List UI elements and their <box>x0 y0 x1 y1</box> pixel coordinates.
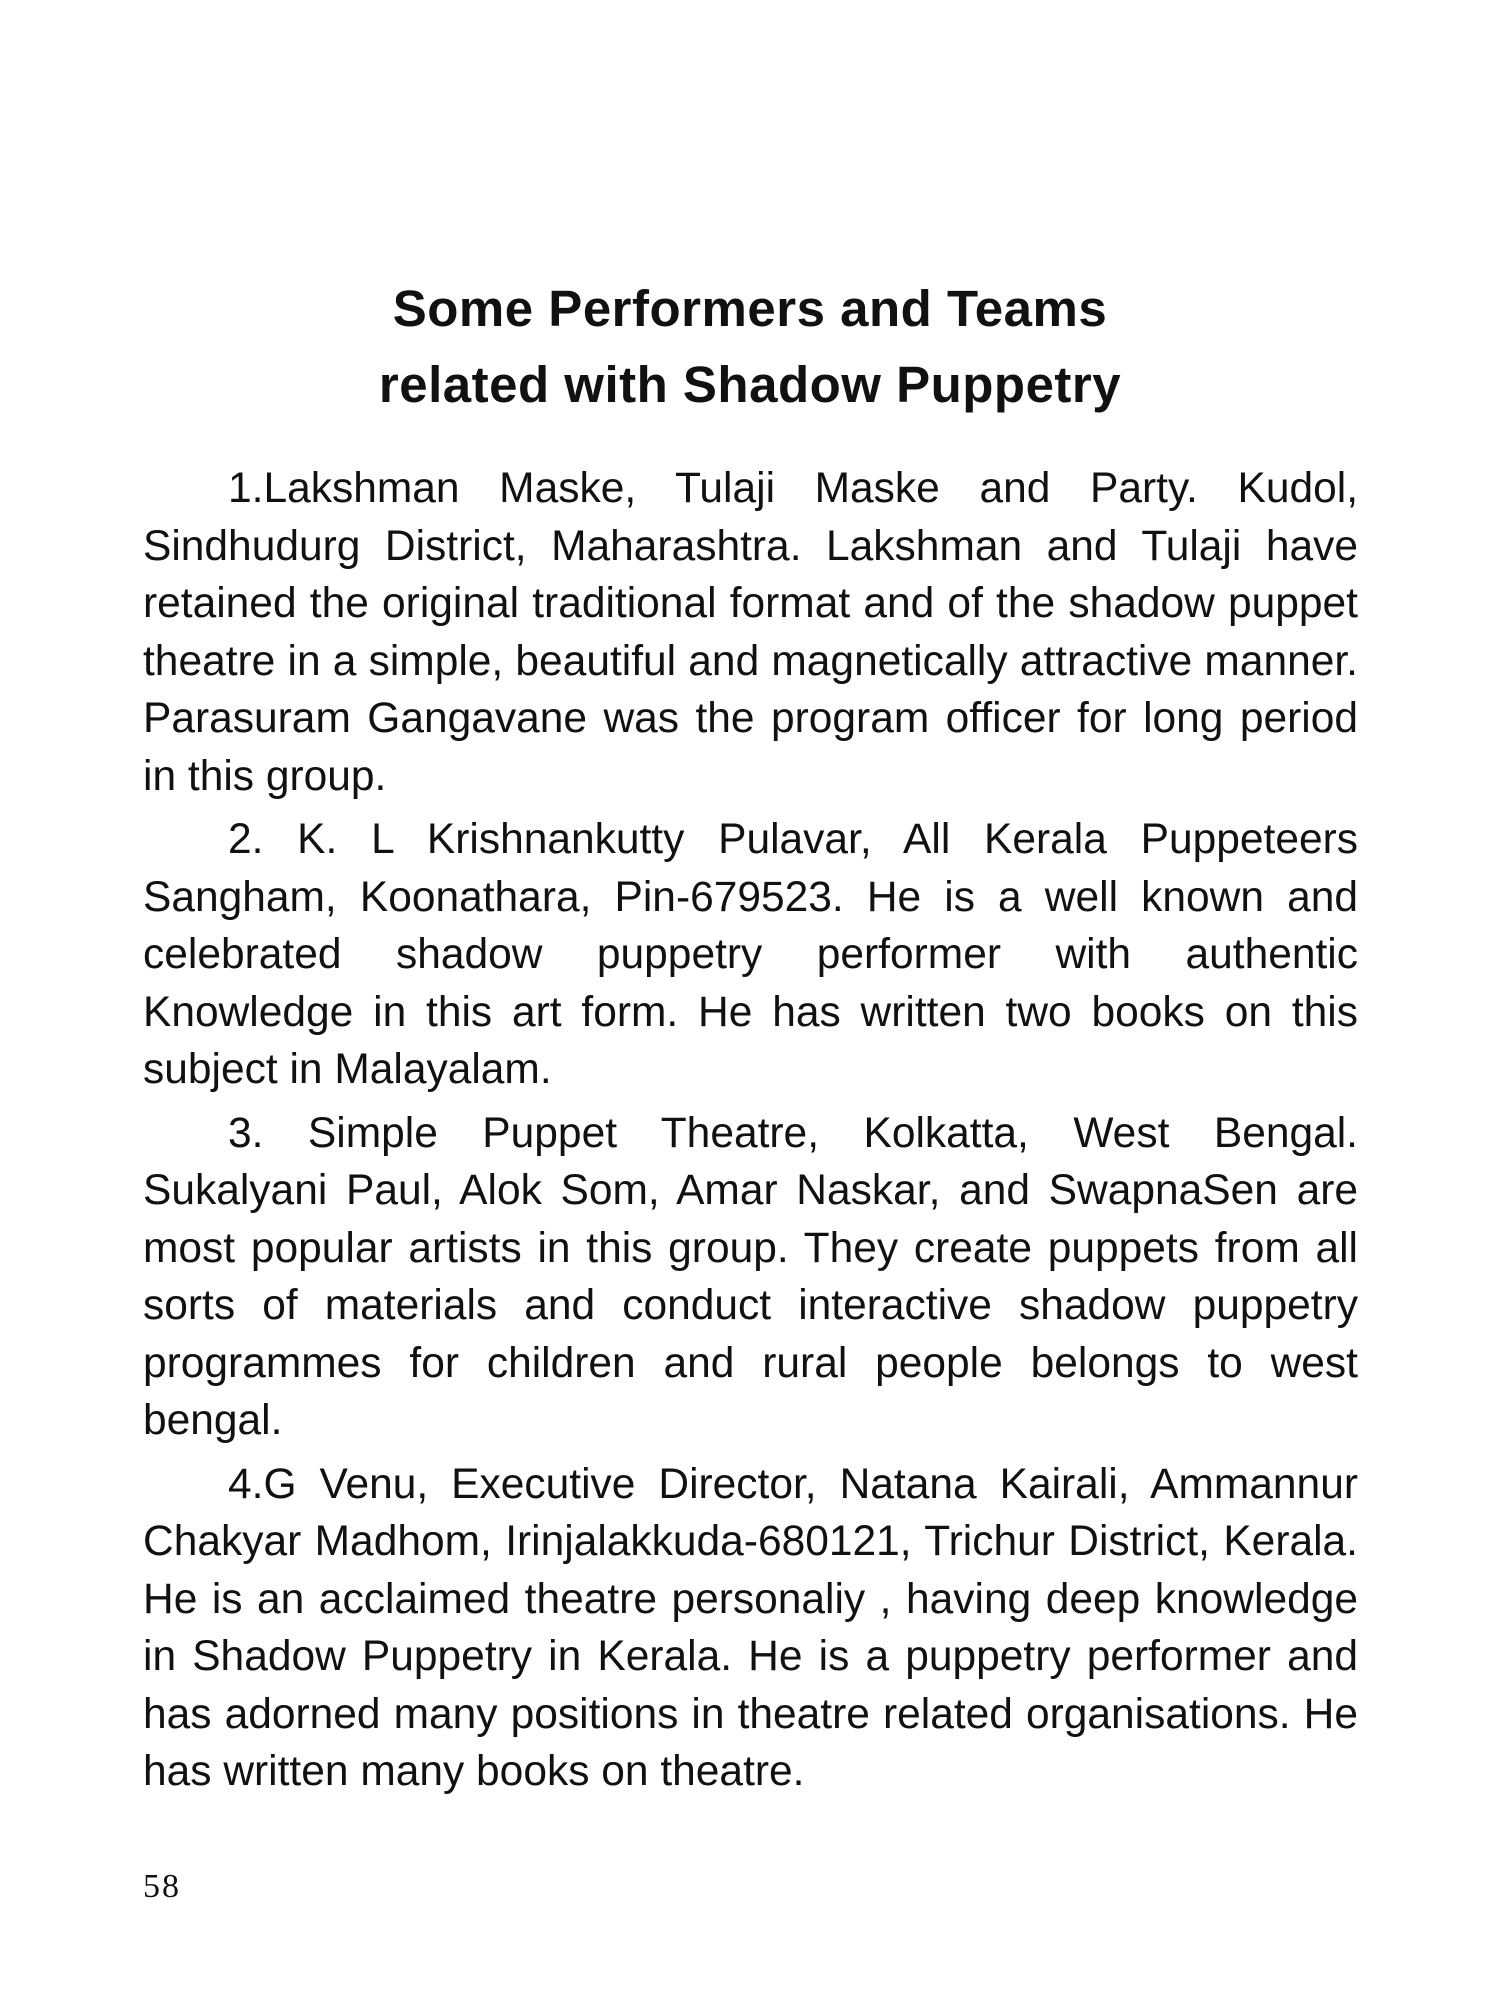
paragraph-1: 1.Lakshman Maske, Tulaji Maske and Party. Kudol, Sindhudurg District, Maharashtra. Lakshman and Tulaji have retained the original traditional format and of the shadow puppet theatre in a simple, beautiful and magnetically attractive manner. Parasuram Gangavane was the program officer for long period in this group. <box>143 465 1358 800</box>
body-text <box>143 460 1358 1807</box>
page-title-line-2: related with Shadow Puppetry <box>378 356 1122 413</box>
page-title-line-1: Some Performers and Teams <box>392 280 1108 337</box>
paragraph-4: 4.G Venu, Executive Director, Natana Kairali, Ammannur Chakyar Madhom, Irinjalakkuda-680121, Trichur District, Kerala. He is an acclaimed theatre personaliy , having deep knowledge in Shadow Puppetry in Kerala. He is a puppetry performer and has adorned many positions in theatre related organisations. He has written many books on theatre. <box>143 1460 1358 1795</box>
paragraph-2: 2. K. L Krishnankutty Pulavar, All Kerala Puppeteers Sangham, Koonathara, Pin-679523. He is a well known and celebrated shadow puppetry performer with authentic Knowledge in this art form. He has written two books on this subject in Malayalam. <box>143 816 1358 1093</box>
paragraph-3: 3. Simple Puppet Theatre, Kolkatta, West Bengal. Sukalyani Paul, Alok Som, Amar Naskar, and SwapnaSen are most popular artists in this group. They create puppets from all sorts of materials and conduct interactive shadow puppetry programmes for children and rural people belongs to west bengal. <box>143 1109 1358 1444</box>
page-number: 58 <box>143 1868 181 1905</box>
